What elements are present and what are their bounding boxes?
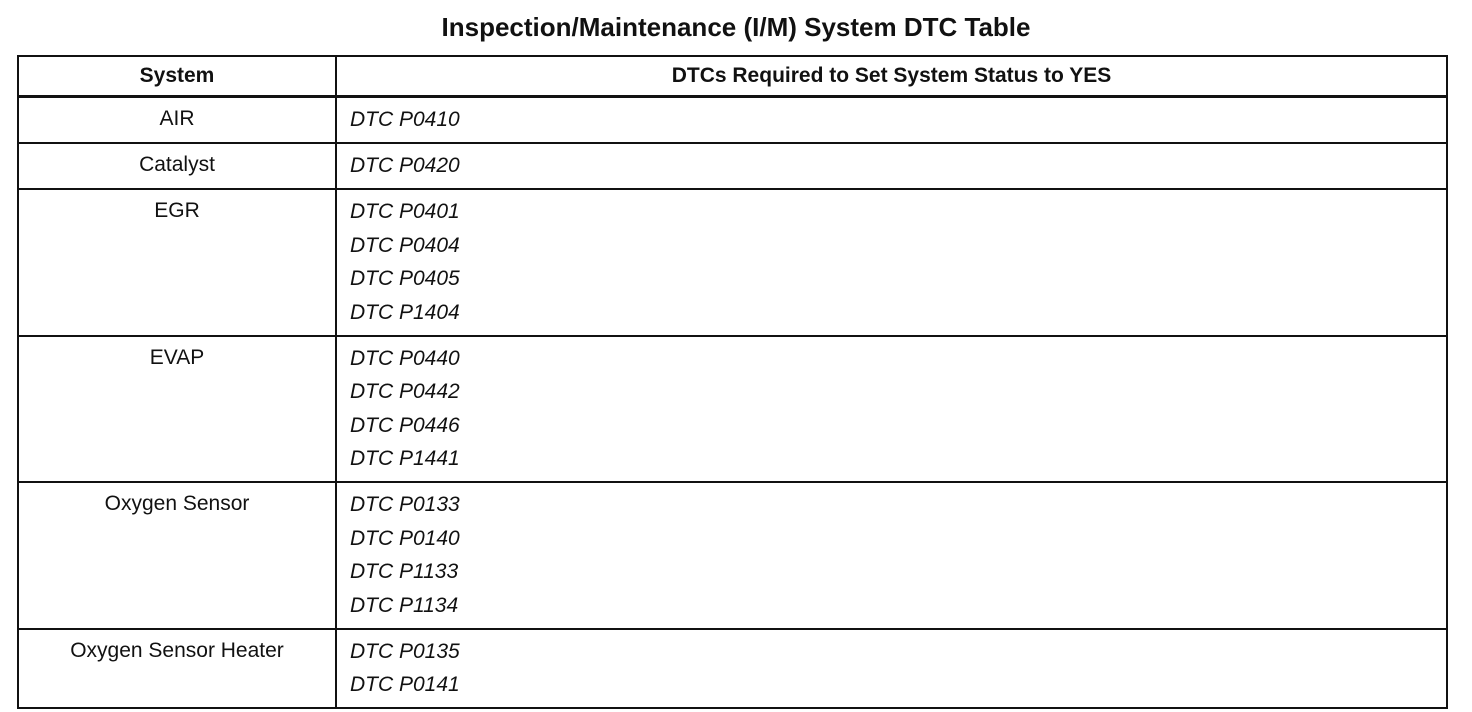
table-row bbox=[18, 336, 1447, 483]
dtc-list bbox=[336, 189, 1447, 336]
dtc-code: DTC P0404 bbox=[350, 233, 460, 257]
system-name: EVAP bbox=[18, 336, 336, 483]
dtc-code: DTC P0446 bbox=[350, 413, 460, 437]
table-row bbox=[18, 629, 1447, 709]
dtc-code: DTC P0410 bbox=[350, 108, 460, 131]
dtc-code: DTC P0401 bbox=[350, 200, 460, 223]
table-row bbox=[18, 482, 1447, 629]
system-name: AIR bbox=[18, 97, 336, 144]
dtc-list bbox=[336, 97, 1447, 144]
dtc-code: DTC P1133 bbox=[350, 560, 459, 583]
dtc-code: DTC P0405 bbox=[350, 267, 460, 290]
system-name: EGR bbox=[18, 189, 336, 336]
column-header-dtcs: DTCs Required to Set System Status to YES bbox=[336, 56, 1447, 97]
system-name: Oxygen Sensor Heater bbox=[18, 629, 336, 709]
dtc-list bbox=[336, 482, 1447, 629]
dtc-list bbox=[336, 336, 1447, 483]
dtc-list bbox=[336, 629, 1447, 709]
dtc-code: DTC P0135 bbox=[350, 639, 460, 663]
dtc-table bbox=[17, 55, 1448, 709]
table-row bbox=[18, 143, 1447, 189]
dtc-code: DTC P0442 bbox=[350, 380, 460, 403]
dtc-list bbox=[336, 143, 1447, 189]
dtc-code: DTC P0420 bbox=[350, 154, 460, 177]
dtc-code: DTC P0440 bbox=[350, 346, 460, 370]
dtc-code: DTC P0140 bbox=[350, 526, 460, 550]
system-name: Catalyst bbox=[18, 143, 336, 189]
dtc-code: DTC P0141 bbox=[350, 673, 460, 696]
table-header-row bbox=[18, 56, 1447, 97]
page-title: Inspection/Maintenance (I/M) System DTC Table bbox=[441, 12, 1031, 42]
table-row bbox=[18, 189, 1447, 336]
dtc-code: DTC P1134 bbox=[350, 593, 459, 617]
dtc-code: DTC P1404 bbox=[350, 300, 460, 324]
column-header-system: System bbox=[18, 56, 336, 97]
dtc-code: DTC P1441 bbox=[350, 447, 460, 470]
system-name: Oxygen Sensor bbox=[18, 482, 336, 629]
dtc-code: DTC P0133 bbox=[350, 493, 460, 516]
table-row bbox=[18, 97, 1447, 144]
